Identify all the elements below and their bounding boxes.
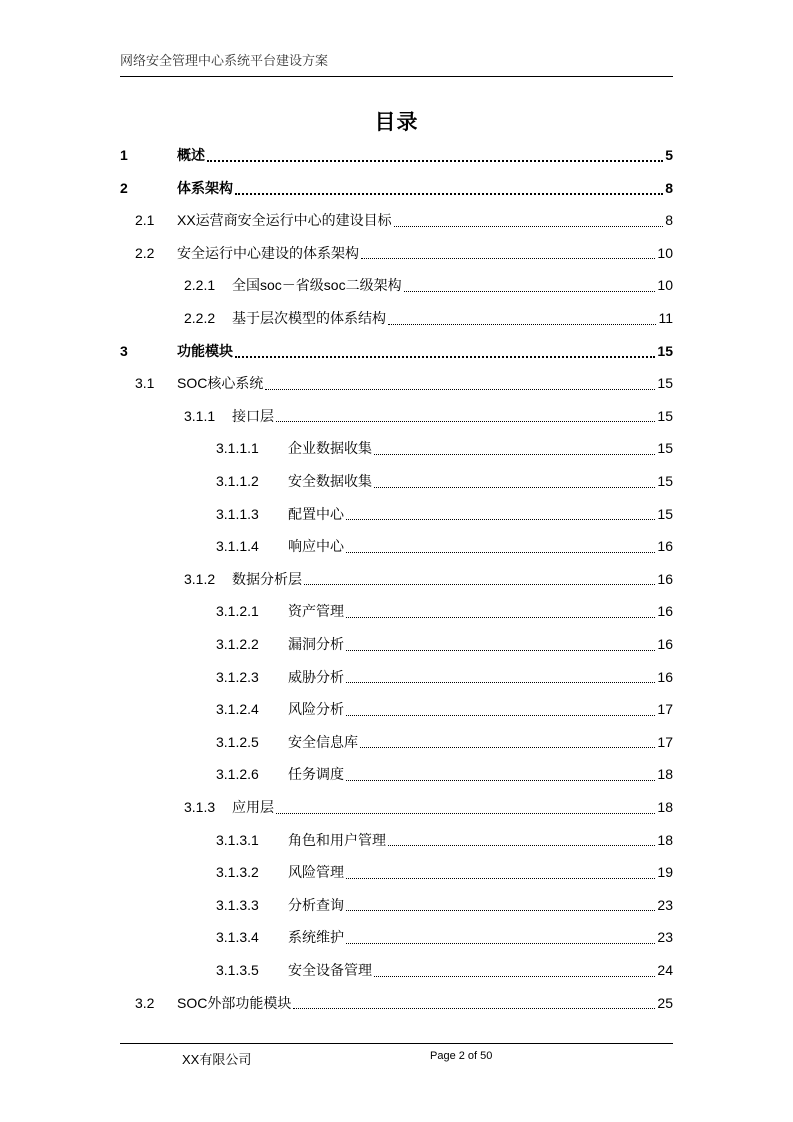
- toc-entry-page: 8: [665, 179, 673, 196]
- toc-entry-label: XX运营商安全运行中心的建设目标: [177, 212, 392, 229]
- toc-dot-leader: [207, 160, 663, 162]
- toc-entry-label: 安全设备管理: [288, 962, 372, 978]
- toc-title: 目录: [374, 111, 419, 134]
- toc-dot-leader: [360, 747, 655, 748]
- toc-entry[interactable]: [135, 242, 673, 264]
- toc-entry-label: 角色和用户管理: [288, 831, 386, 848]
- toc-dot-leader: [276, 421, 655, 422]
- toc-entry-number: 3.1.2.3: [216, 668, 259, 685]
- toc-entry[interactable]: [216, 926, 673, 948]
- toc-entry[interactable]: [135, 209, 673, 231]
- footer-company: XX有限公司: [182, 1052, 252, 1067]
- toc-entry-number: 3.1.1: [184, 407, 216, 424]
- toc-dot-leader: [346, 519, 655, 520]
- toc-dot-leader: [346, 682, 655, 683]
- toc-dot-leader: [346, 910, 655, 911]
- toc-entry-number: 3.1.2.2: [216, 636, 259, 652]
- toc-entry[interactable]: [216, 437, 673, 459]
- toc-entry-page: 18: [657, 831, 673, 848]
- toc-entry-page: 25: [657, 994, 673, 1011]
- toc-dot-leader: [276, 813, 655, 814]
- toc-entry-number: 3: [120, 342, 128, 359]
- toc-dot-leader: [346, 715, 655, 716]
- toc-entry-page: 23: [657, 896, 673, 913]
- toc-entry-number: 2.2.1: [184, 277, 216, 294]
- toc-entry-page: 15: [657, 473, 673, 489]
- toc-entry-number: 2: [120, 179, 128, 196]
- toc-dot-leader: [304, 584, 655, 585]
- toc-entry-number: 3.1.1.1: [216, 440, 259, 457]
- toc-dot-leader: [346, 780, 655, 781]
- toc-entry-number: 3.1.2: [184, 570, 216, 587]
- toc-entry-page: 16: [657, 570, 673, 587]
- toc-entry-number: 1: [120, 147, 128, 163]
- toc-entry-number: 3.1.2.1: [216, 603, 259, 620]
- toc-entry[interactable]: [184, 796, 673, 818]
- toc-entry-label: SOC外部功能模块: [177, 994, 292, 1011]
- footer-page-number: Page 2 of 50: [430, 1050, 493, 1062]
- toc-dot-leader: [374, 487, 655, 488]
- toc-entry-number: 2.1: [135, 212, 155, 229]
- toc-entry-page: 15: [657, 342, 673, 359]
- toc-entry-label: 资产管理: [288, 603, 344, 620]
- toc-entry-page: 17: [657, 733, 673, 750]
- toc-entry-label: 安全运行中心建设的体系架构: [177, 244, 359, 261]
- toc-dot-leader: [388, 845, 655, 846]
- toc-entry-label: 响应中心: [288, 538, 344, 555]
- toc-entry-page: 10: [657, 244, 673, 261]
- toc-entry-number: 3.1.1.3: [216, 505, 259, 522]
- toc-entry-number: 3.1.1.4: [216, 538, 259, 555]
- toc-dot-leader: [346, 617, 655, 618]
- toc-entry-page: 16: [657, 538, 673, 555]
- toc-entry[interactable]: [216, 894, 673, 916]
- toc-entry[interactable]: [216, 861, 673, 883]
- toc-entry[interactable]: [120, 144, 673, 166]
- toc-dot-leader: [346, 552, 655, 553]
- toc-entry-label: 概述: [177, 147, 205, 163]
- toc-dot-leader: [374, 976, 655, 977]
- toc-dot-leader: [346, 943, 655, 944]
- toc-entry-page: 16: [657, 603, 673, 620]
- toc-entry-label: 风险分析: [288, 701, 344, 718]
- toc-entry[interactable]: [184, 274, 673, 296]
- toc-entry-number: 3.1.2.4: [216, 701, 259, 718]
- toc-entry-label: 漏洞分析: [288, 636, 344, 652]
- toc-entry-label: 安全信息库: [288, 733, 358, 750]
- toc-entry[interactable]: [135, 992, 673, 1014]
- toc-entry-page: 18: [657, 766, 673, 783]
- toc-entry-label: 威胁分析: [288, 668, 344, 685]
- toc-entry-label: 分析查询: [288, 896, 344, 913]
- toc-entry-page: 15: [657, 505, 673, 522]
- toc-dot-leader: [404, 291, 656, 292]
- toc-dot-leader: [361, 258, 655, 259]
- toc-entry-page: 15: [657, 375, 673, 392]
- toc-entry[interactable]: [216, 503, 673, 525]
- toc-entry[interactable]: [216, 633, 673, 655]
- footer-divider: [120, 1043, 673, 1044]
- toc-entry-page: 23: [657, 929, 673, 946]
- toc-dot-leader: [235, 356, 655, 358]
- toc-entry[interactable]: [120, 177, 673, 199]
- toc-entry[interactable]: [184, 405, 673, 427]
- toc-entry-page: 18: [657, 799, 673, 815]
- toc-dot-leader: [235, 193, 663, 195]
- toc-dot-leader: [265, 389, 655, 390]
- toc-entry-number: 3.1.3.5: [216, 962, 259, 978]
- toc-entry-number: 3.1.3.1: [216, 831, 259, 848]
- toc-entry-label: 数据分析层: [232, 570, 302, 587]
- running-header: 网络安全管理中心系统平台建设方案: [120, 54, 329, 69]
- toc-entry[interactable]: [216, 959, 673, 981]
- toc-entry[interactable]: [216, 829, 673, 851]
- toc-entry-page: 15: [657, 407, 673, 424]
- toc-entry-label: SOC核心系统: [177, 375, 264, 392]
- toc-entry[interactable]: [216, 698, 673, 720]
- toc-entry-number: 3.1.3.2: [216, 864, 259, 881]
- toc-entry[interactable]: [120, 340, 673, 362]
- toc-entry[interactable]: [216, 600, 673, 622]
- toc-entry-page: 16: [657, 636, 673, 652]
- toc-dot-leader: [388, 324, 656, 325]
- toc-entry-number: 3.1.2.5: [216, 733, 259, 750]
- toc-dot-leader: [346, 878, 655, 879]
- toc-entry[interactable]: [216, 666, 673, 688]
- toc-entry-page: 24: [657, 962, 673, 978]
- toc-dot-leader: [394, 226, 664, 227]
- toc-entry-number: 3.1: [135, 375, 155, 392]
- toc-entry[interactable]: [216, 731, 673, 753]
- toc-entry-label: 接口层: [232, 407, 274, 424]
- toc-dot-leader: [293, 1008, 655, 1009]
- toc-entry-label: 企业数据收集: [288, 440, 372, 457]
- toc-entry-label: 基于层次模型的体系结构: [232, 310, 386, 326]
- toc-entry-page: 16: [657, 668, 673, 685]
- toc-entry-label: 安全数据收集: [288, 473, 372, 489]
- toc-entry-number: 3.1.1.2: [216, 473, 259, 489]
- toc-entry[interactable]: [184, 568, 673, 590]
- toc-entry-number: 3.1.2.6: [216, 766, 259, 783]
- toc-entry-page: 5: [665, 147, 673, 163]
- toc-entry[interactable]: [216, 535, 673, 557]
- toc-entry-page: 11: [658, 310, 673, 326]
- toc-entry-label: 风险管理: [288, 864, 344, 881]
- toc-entry-label: 任务调度: [288, 766, 344, 783]
- toc-entry-page: 15: [657, 440, 673, 457]
- toc-dot-leader: [346, 650, 655, 651]
- toc-entry-label: 应用层: [232, 799, 274, 815]
- toc-entry-label: 系统维护: [288, 929, 344, 946]
- toc-entry-label: 体系架构: [177, 179, 233, 196]
- toc-entry[interactable]: [216, 763, 673, 785]
- toc-entry-page: 17: [657, 701, 673, 718]
- toc-entry-number: 3.2: [135, 994, 155, 1011]
- toc-entry-page: 10: [657, 277, 673, 294]
- toc-entry-page: 8: [665, 212, 673, 229]
- toc-entry-number: 2.2: [135, 244, 155, 261]
- toc-entry-number: 3.1.3.4: [216, 929, 259, 946]
- toc-entry-label: 配置中心: [288, 505, 344, 522]
- toc-dot-leader: [374, 454, 655, 455]
- toc-entry[interactable]: [184, 307, 673, 329]
- toc-entry-label: 全国soc－省级soc二级架构: [232, 277, 402, 294]
- toc-entry-number: 3.1.3.3: [216, 896, 259, 913]
- toc-entry-label: 功能模块: [177, 342, 233, 359]
- toc-entry-number: 3.1.3: [184, 799, 216, 815]
- toc-entry[interactable]: [216, 470, 673, 492]
- toc-entry-number: 2.2.2: [184, 310, 216, 326]
- toc-entry-page: 19: [657, 864, 673, 881]
- toc-entry[interactable]: [135, 372, 673, 394]
